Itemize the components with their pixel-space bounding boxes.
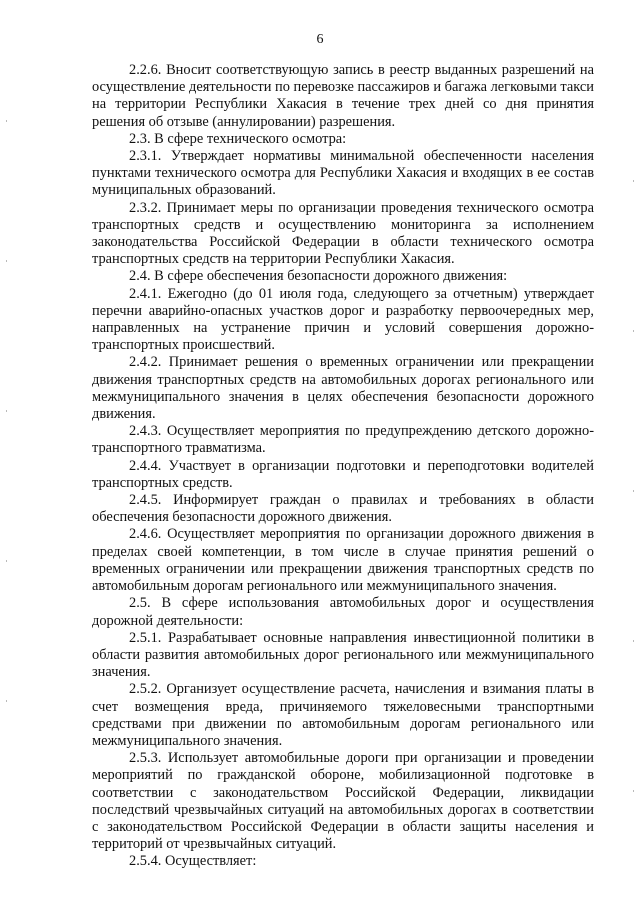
page-number: 6 bbox=[316, 32, 324, 47]
paragraph-2-4-6: 2.4.6. Осуществляет мероприятия по организации дорожного движения в пределах своей компетенции, в том числе в случае принятия решений о временных ограничении или прекращении движения транспортных средств по автомобильным дорогам регионального или межмуниципального значения. bbox=[92, 526, 594, 595]
paragraph-2-4-1: 2.4.1. Ежегодно (до 01 июля года, следующего за отчетным) утверждает перечни аварийно-опасных участков дорог и разработку первоочередных мер, направленных на устранение причин и условий совершения дорожно-транспортных происшествий. bbox=[92, 285, 594, 354]
paragraph-2-4-5: 2.4.5. Информирует граждан о правилах и требованиях в области обеспечения безопасности дорожного движения. bbox=[92, 492, 594, 526]
document-body bbox=[92, 62, 594, 871]
paragraph-2-5-2: 2.5.2. Организует осуществление расчета, начисления и взимания платы в счет возмещения вреда, причиняемого тяжеловесными транспортными средствами при движении по автомобильным дорогам регионального или межмуниципального значения. bbox=[92, 681, 594, 749]
paragraph-2-4-4: 2.4.4. Участвует в организации подготовки и переподготовки водителей транспортных средств. bbox=[92, 457, 594, 491]
paragraph-2-5-4: 2.5.4. Осуществляет: bbox=[129, 853, 257, 870]
paragraph-2-3-1: 2.3.1. Утверждает нормативы минимальной обеспеченности населения пунктами технического осмотра для Республики Хакасия и входящих в ее состав муниципальных образований. bbox=[92, 148, 594, 199]
section-heading-2-4: 2.4. В сфере обеспечения безопасности дорожного движения: bbox=[129, 268, 508, 285]
section-heading-2-3: 2.3. В сфере технического осмотра: bbox=[129, 130, 347, 147]
paragraph-2-5-3: 2.5.3. Использует автомобильные дороги при организации и проведении мероприятий по гражданской обороне, мобилизационной подготовке в соответствии с законодательством Российской Федерации, ликвидации последствий чрезвычайных ситуаций на автомобильных дорогах в соответствии с законодательством Российской Федерации в области защиты населения и территорий от чрезвычайных ситуаций. bbox=[92, 750, 594, 853]
paragraph-2-2-6: 2.2.6. Вносит соответствующую запись в реестр выданных разрешений на осуществление деятельности по перевозке пассажиров и багажа легковыми такси на территории Республики Хакасия в течение трех дней со дня принятия решения об отзыве (аннулировании) разрешения. bbox=[92, 62, 594, 130]
paragraph-2-5-1: 2.5.1. Разрабатывает основные направления инвестиционной политики в области развития автомобильных дорог регионального или межмуниципального значения. bbox=[92, 629, 594, 681]
section-heading-2-5: 2.5. В сфере использования автомобильных дорог и осуществления дорожной деятельности: bbox=[92, 595, 594, 629]
paragraph-2-4-2: 2.4.2. Принимает решения о временных ограничении или прекращении движения транспортных средств на автомобильных дорогах регионального или межмуниципального значения в целях обеспечения безопасности дорожного движения. bbox=[92, 354, 594, 423]
paragraph-2-4-3: 2.4.3. Осуществляет мероприятия по предупреждению детского дорожно-транспортного травматизма. bbox=[92, 423, 594, 457]
paragraph-2-3-2: 2.3.2. Принимает меры по организации проведения технического осмотра транспортных средств и осуществлению мониторинга за исполнением законодательства Российской Федерации в области технического осмотра транспортных средств на территории Республики Хакасия. bbox=[92, 199, 594, 268]
